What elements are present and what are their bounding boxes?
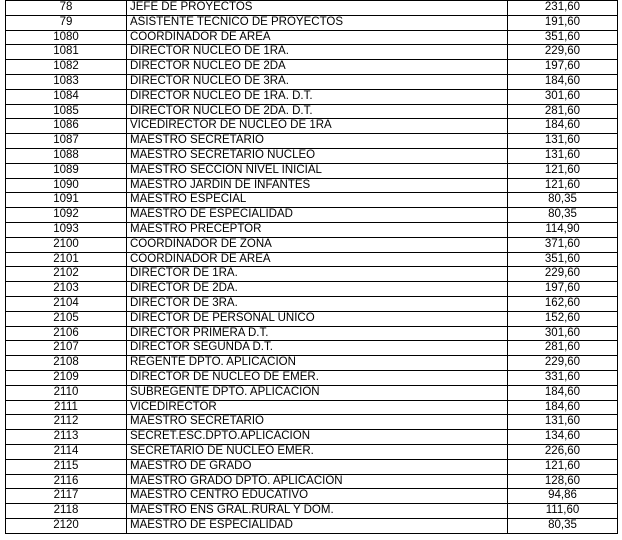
cell-description: VICEDIRECTOR xyxy=(127,400,508,415)
table-row xyxy=(6,119,618,134)
cell-description: SUBREGENTE DPTO. APLICACION xyxy=(127,385,508,400)
cell-code: 2112 xyxy=(6,415,127,430)
cell-amount: 80,35 xyxy=(508,518,618,533)
cell-code: 1087 xyxy=(6,134,127,149)
cell-description: DIRECTOR NUCLEO DE 2DA. D.T. xyxy=(127,104,508,119)
cell-amount: 121,60 xyxy=(508,459,618,474)
table-row xyxy=(6,15,618,30)
cell-code: 1085 xyxy=(6,104,127,119)
cell-code: 1086 xyxy=(6,119,127,134)
table-row xyxy=(6,400,618,415)
cell-description: DIRECTOR DE 2DA. xyxy=(127,282,508,297)
cell-code: 1080 xyxy=(6,30,127,45)
cell-amount: 128,60 xyxy=(508,474,618,489)
cell-description: SECRETARIO DE NUCLEO EMER. xyxy=(127,444,508,459)
cell-description: REGENTE DPTO. APLICACION xyxy=(127,356,508,371)
cell-code: 2113 xyxy=(6,430,127,445)
table-row xyxy=(6,163,618,178)
cell-amount: 121,60 xyxy=(508,163,618,178)
cell-code: 2109 xyxy=(6,370,127,385)
cell-code: 2100 xyxy=(6,237,127,252)
cell-amount: 197,60 xyxy=(508,282,618,297)
table-row xyxy=(6,341,618,356)
cell-description: MAESTRO JARDIN DE INFANTES xyxy=(127,178,508,193)
cell-description: MAESTRO SECRETARIO NUCLEO xyxy=(127,148,508,163)
cell-code: 2120 xyxy=(6,518,127,533)
cell-code: 79 xyxy=(6,15,127,30)
table-row xyxy=(6,193,618,208)
salary-table xyxy=(5,0,618,534)
cell-description: MAESTRO CENTRO EDUCATIVO xyxy=(127,489,508,504)
cell-amount: 184,60 xyxy=(508,400,618,415)
cell-amount: 162,60 xyxy=(508,296,618,311)
cell-amount: 131,60 xyxy=(508,134,618,149)
cell-amount: 197,60 xyxy=(508,60,618,75)
cell-description: DIRECTOR SEGUNDA D.T. xyxy=(127,341,508,356)
cell-code: 2111 xyxy=(6,400,127,415)
cell-description: ASISTENTE TECNICO DE PROYECTOS xyxy=(127,15,508,30)
cell-description: JEFE DE PROYECTOS xyxy=(127,1,508,16)
cell-amount: 121,60 xyxy=(508,178,618,193)
table-row xyxy=(6,504,618,519)
cell-description: MAESTRO GRADO DPTO. APLICACION xyxy=(127,474,508,489)
cell-amount: 80,35 xyxy=(508,208,618,223)
table-row xyxy=(6,385,618,400)
cell-amount: 371,60 xyxy=(508,237,618,252)
table-row xyxy=(6,415,618,430)
cell-amount: 184,60 xyxy=(508,119,618,134)
cell-description: COORDINADOR DE ZONA xyxy=(127,237,508,252)
cell-description: COORDINADOR DE AREA xyxy=(127,252,508,267)
cell-amount: 191,60 xyxy=(508,15,618,30)
cell-description: DIRECTOR DE PERSONAL UNICO xyxy=(127,311,508,326)
cell-description: DIRECTOR NUCLEO DE 2DA xyxy=(127,60,508,75)
cell-code: 1081 xyxy=(6,45,127,60)
cell-code: 78 xyxy=(6,1,127,16)
cell-amount: 226,60 xyxy=(508,444,618,459)
table-row xyxy=(6,430,618,445)
cell-code: 2115 xyxy=(6,459,127,474)
cell-amount: 152,60 xyxy=(508,311,618,326)
cell-description: DIRECTOR DE NUCLEO DE EMER. xyxy=(127,370,508,385)
cell-description: MAESTRO DE GRADO xyxy=(127,459,508,474)
cell-description: DIRECTOR NUCLEO DE 1RA. D.T. xyxy=(127,89,508,104)
cell-amount: 229,60 xyxy=(508,45,618,60)
cell-amount: 331,60 xyxy=(508,370,618,385)
table-row xyxy=(6,104,618,119)
cell-amount: 351,60 xyxy=(508,30,618,45)
cell-description: MAESTRO ENS GRAL.RURAL Y DOM. xyxy=(127,504,508,519)
table-row xyxy=(6,296,618,311)
cell-code: 1082 xyxy=(6,60,127,75)
table-row xyxy=(6,30,618,45)
cell-description: SECRET.ESC.DPTO.APLICACION xyxy=(127,430,508,445)
table-row xyxy=(6,134,618,149)
table-row xyxy=(6,459,618,474)
cell-description: DIRECTOR PRIMERA D.T. xyxy=(127,326,508,341)
cell-description: MAESTRO SECRETARIO xyxy=(127,415,508,430)
cell-code: 2101 xyxy=(6,252,127,267)
cell-amount: 231,60 xyxy=(508,1,618,16)
table-row xyxy=(6,237,618,252)
table-row xyxy=(6,1,618,16)
cell-amount: 184,60 xyxy=(508,74,618,89)
cell-description: MAESTRO SECRETARIO xyxy=(127,134,508,149)
cell-description: MAESTRO ESPECIAL xyxy=(127,193,508,208)
table-row xyxy=(6,148,618,163)
table-row xyxy=(6,45,618,60)
cell-description: DIRECTOR DE 3RA. xyxy=(127,296,508,311)
table-row xyxy=(6,444,618,459)
table-row xyxy=(6,208,618,223)
table-row xyxy=(6,89,618,104)
table-row xyxy=(6,489,618,504)
cell-code: 1088 xyxy=(6,148,127,163)
table-row xyxy=(6,370,618,385)
cell-description: MAESTRO SECCION NIVEL INICIAL xyxy=(127,163,508,178)
table-row xyxy=(6,267,618,282)
cell-description: MAESTRO DE ESPECIALIDAD xyxy=(127,518,508,533)
cell-code: 2108 xyxy=(6,356,127,371)
cell-amount: 281,60 xyxy=(508,341,618,356)
cell-code: 2116 xyxy=(6,474,127,489)
cell-amount: 229,60 xyxy=(508,267,618,282)
table-row xyxy=(6,74,618,89)
table-row xyxy=(6,474,618,489)
cell-amount: 131,60 xyxy=(508,415,618,430)
table-row xyxy=(6,356,618,371)
table-row xyxy=(6,282,618,297)
cell-code: 1092 xyxy=(6,208,127,223)
cell-amount: 94,86 xyxy=(508,489,618,504)
cell-amount: 80,35 xyxy=(508,193,618,208)
cell-amount: 301,60 xyxy=(508,326,618,341)
cell-amount: 301,60 xyxy=(508,89,618,104)
cell-amount: 184,60 xyxy=(508,385,618,400)
cell-code: 2117 xyxy=(6,489,127,504)
cell-amount: 111,60 xyxy=(508,504,618,519)
cell-description: DIRECTOR NUCLEO DE 1RA. xyxy=(127,45,508,60)
cell-code: 1083 xyxy=(6,74,127,89)
cell-description: COORDINADOR DE AREA xyxy=(127,30,508,45)
table-row xyxy=(6,326,618,341)
table-row xyxy=(6,518,618,533)
cell-amount: 114,90 xyxy=(508,222,618,237)
cell-description: MAESTRO DE ESPECIALIDAD xyxy=(127,208,508,223)
cell-code: 2110 xyxy=(6,385,127,400)
cell-amount: 229,60 xyxy=(508,356,618,371)
cell-code: 2106 xyxy=(6,326,127,341)
table-row xyxy=(6,311,618,326)
cell-code: 2104 xyxy=(6,296,127,311)
cell-code: 2103 xyxy=(6,282,127,297)
cell-code: 2102 xyxy=(6,267,127,282)
cell-amount: 281,60 xyxy=(508,104,618,119)
table-body xyxy=(6,1,618,534)
table-row xyxy=(6,222,618,237)
cell-description: DIRECTOR NUCLEO DE 3RA. xyxy=(127,74,508,89)
cell-description: VICEDIRECTOR DE NUCLEO DE 1RA xyxy=(127,119,508,134)
cell-amount: 131,60 xyxy=(508,148,618,163)
table-row xyxy=(6,60,618,75)
cell-code: 1089 xyxy=(6,163,127,178)
cell-code: 1090 xyxy=(6,178,127,193)
cell-code: 2105 xyxy=(6,311,127,326)
cell-code: 1091 xyxy=(6,193,127,208)
cell-amount: 351,60 xyxy=(508,252,618,267)
cell-code: 2107 xyxy=(6,341,127,356)
cell-description: MAESTRO PRECEPTOR xyxy=(127,222,508,237)
cell-amount: 134,60 xyxy=(508,430,618,445)
cell-code: 1084 xyxy=(6,89,127,104)
cell-code: 2118 xyxy=(6,504,127,519)
table-row xyxy=(6,178,618,193)
cell-code: 1093 xyxy=(6,222,127,237)
table-row xyxy=(6,252,618,267)
cell-code: 2114 xyxy=(6,444,127,459)
cell-description: DIRECTOR DE 1RA. xyxy=(127,267,508,282)
